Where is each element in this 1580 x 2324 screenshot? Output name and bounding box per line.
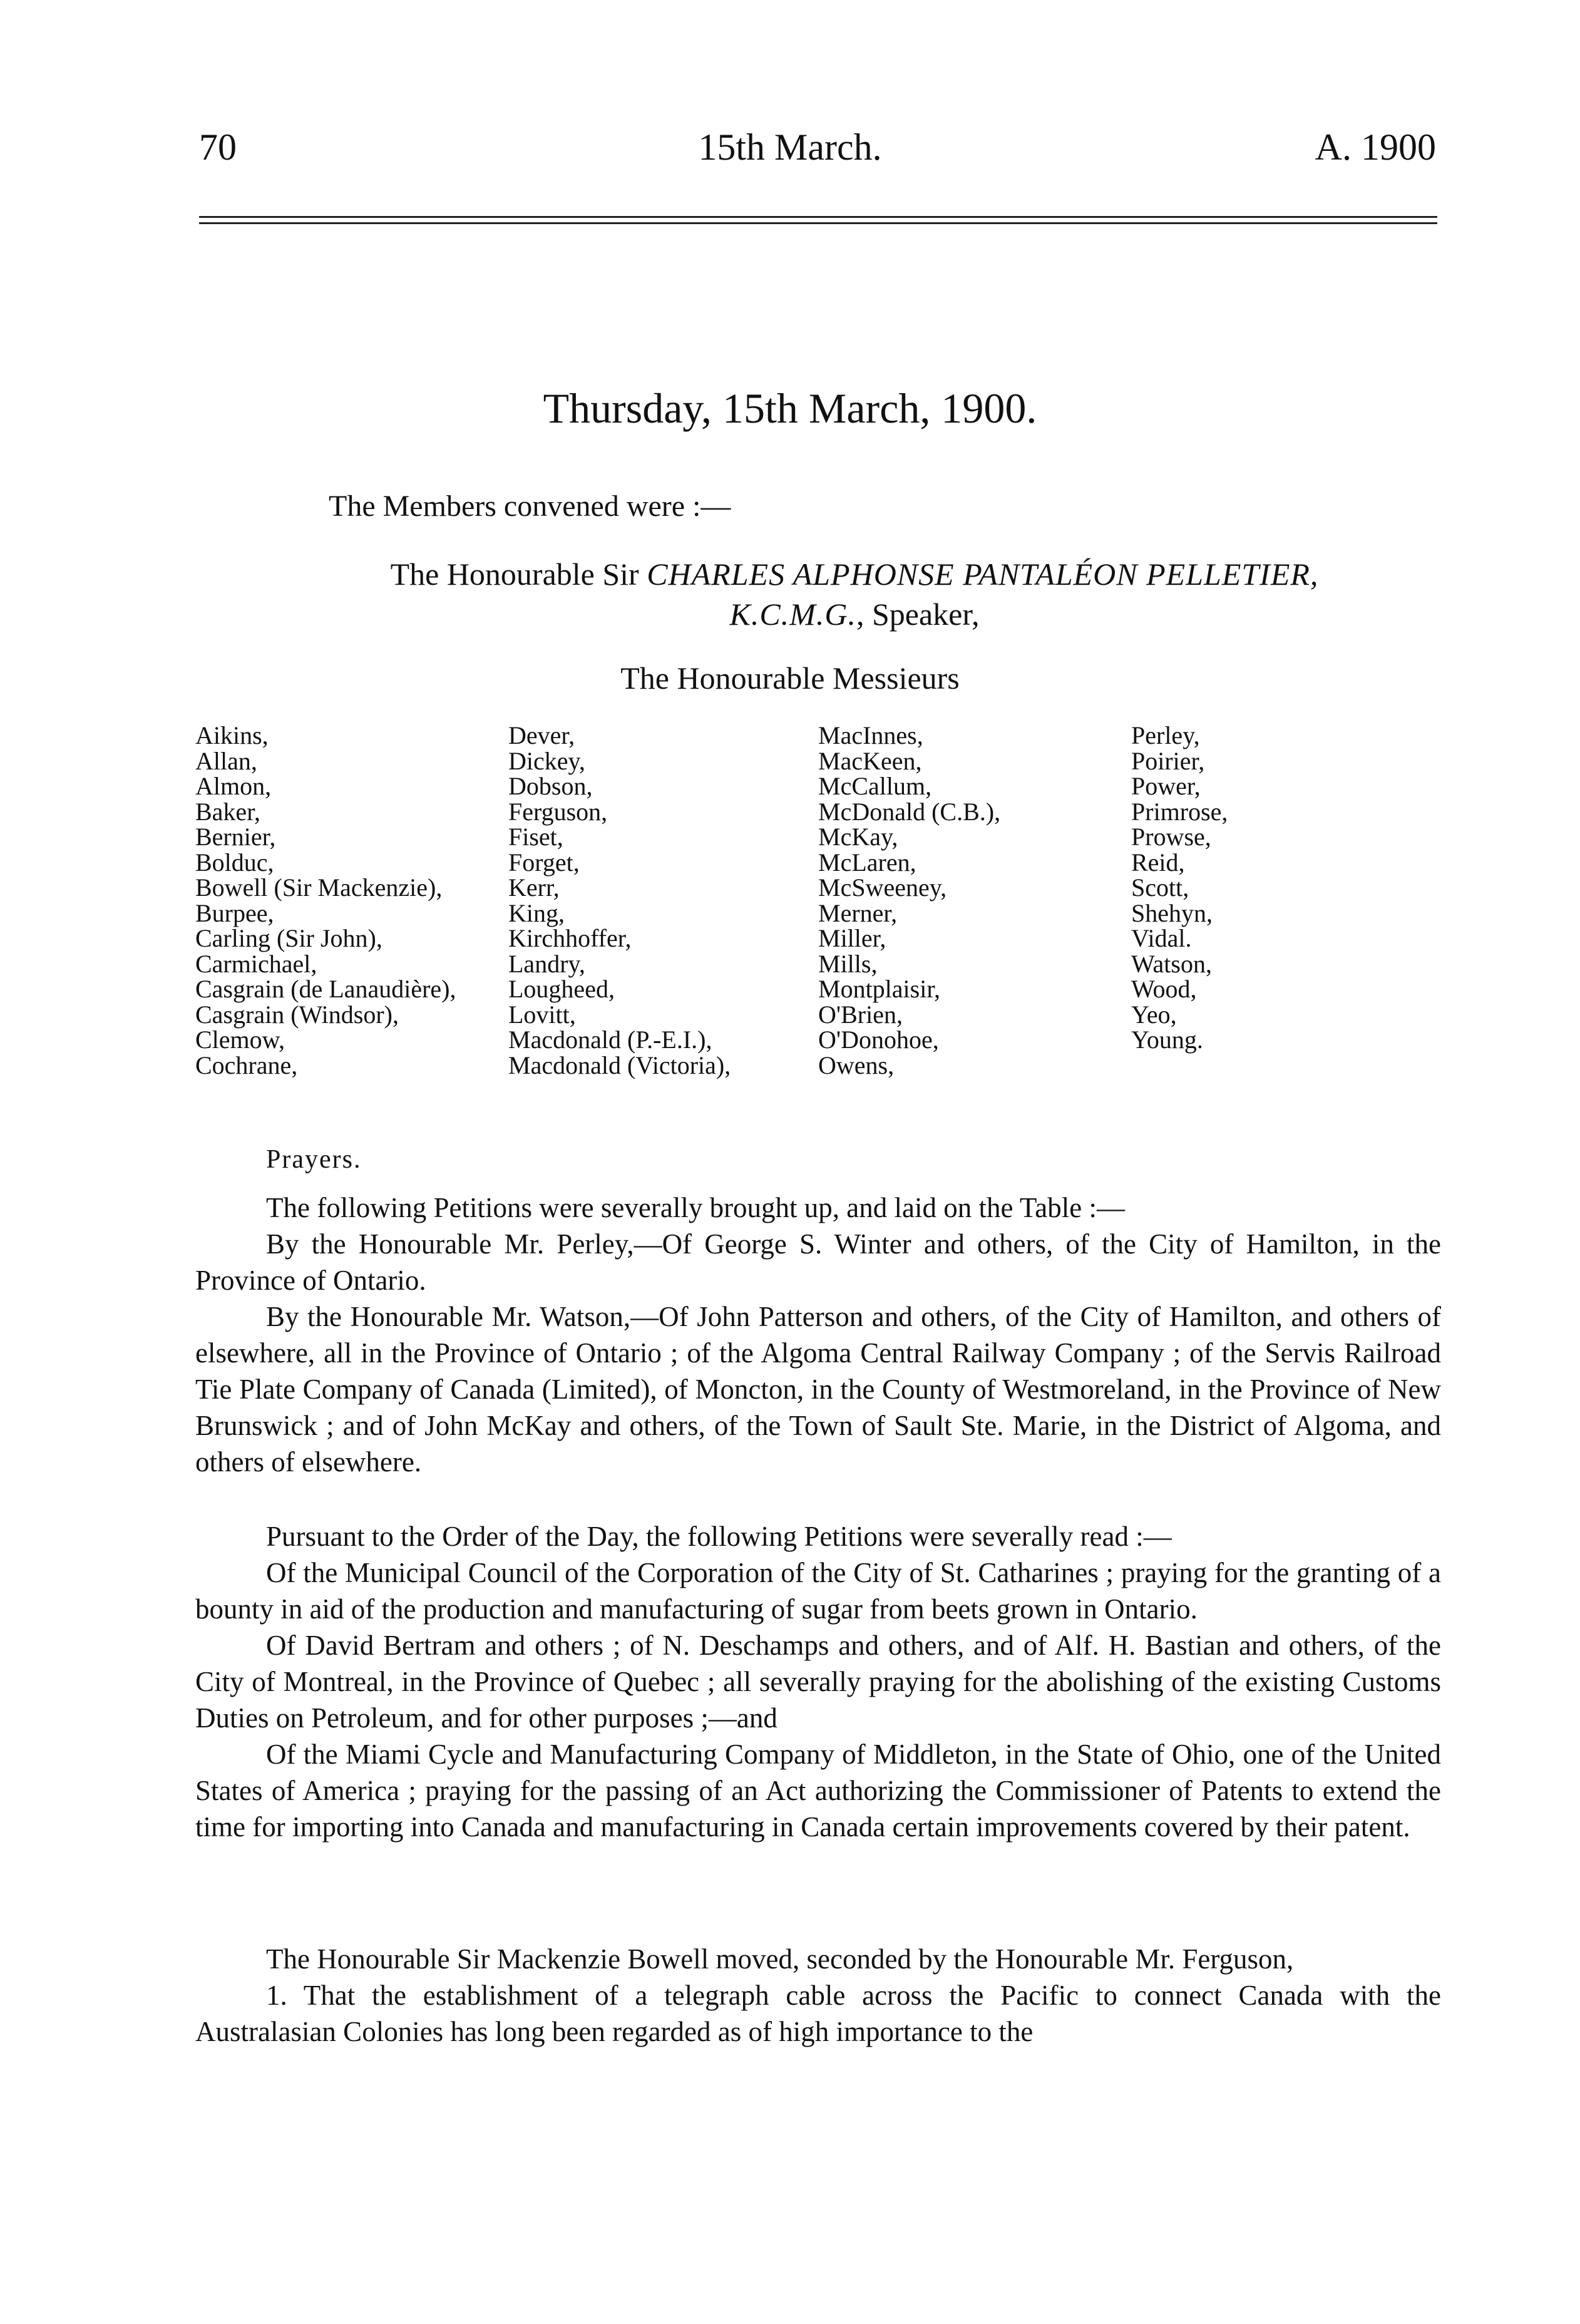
member-name: Dobson, [508,772,593,800]
member-name: Young. [1131,1026,1203,1054]
member-name: Mills, [818,949,878,978]
member-name: Dever, [508,721,575,749]
member-name: Bernier, [195,823,276,851]
member-name: Perley, [1131,721,1200,749]
member-name: Owens, [818,1051,895,1079]
prayers-heading: Prayers. [266,1145,362,1174]
members-list [195,723,1447,1111]
member-name: Burpee, [195,898,274,927]
member-name: Lovitt, [508,1000,576,1029]
member-name: Primrose, [1131,797,1228,826]
member-name: McCallum, [818,772,932,800]
running-header-date: 15th March. [698,126,882,168]
member-name: Almon, [195,772,272,800]
member-name: Reid, [1131,848,1185,877]
paragraph: Of the Municipal Council of the Corporation of the City of St. Catharines ; praying for the granting of a bounty in aid of the production and manufacturing of sugar from beets grown in Ontario. [195,1557,1441,1625]
member-name: Merner, [818,898,898,927]
members-column-2 [508,723,731,1078]
member-name: Montplaisir, [818,975,941,1003]
member-name: Clemow, [195,1026,285,1054]
member-name: Miller, [818,924,886,952]
member-name: Yeo, [1131,1000,1177,1029]
member-name: Watson, [1131,949,1212,978]
member-name: Bowell (Sir Mackenzie), [195,873,443,902]
members-convened-line: The Members convened were :— [329,490,731,523]
paragraph: The following Petitions were severally brought up, and laid on the Table :— [266,1192,1125,1223]
member-name: Carling (Sir John), [195,924,382,952]
member-name: Macdonald (P.-E.I.), [508,1026,712,1054]
member-name: Wood, [1131,975,1197,1003]
member-name: Aikins, [195,721,269,749]
member-name: Ferguson, [508,797,608,826]
paragraph: The Honourable Sir Mackenzie Bowell moved, seconded by the Honourable Mr. Ferguson, [266,1943,1294,1975]
paragraph: 1. That the establishment of a telegraph cable across the Pacific to connect Canada with the Australasian Colonies has long been regarded as of high importance to the [195,1980,1441,2047]
speaker-prefix: The Honourable Sir [390,557,639,592]
members-column-1 [195,723,456,1078]
running-header-year: A. 1900 [1315,126,1436,168]
member-name: MacKeen, [818,746,922,775]
members-column-4 [1131,723,1228,1053]
member-name: Forget, [508,848,580,877]
messieurs-heading: The Honourable Messieurs [620,661,960,696]
member-name: McKay, [818,823,898,851]
member-name: Landry, [508,949,585,978]
member-name: Vidal. [1131,924,1192,952]
member-name: McSweeney, [818,873,947,902]
member-name: Power, [1131,772,1201,800]
paragraph: By the Honourable Mr. Perley,—Of George S. Winter and others, of the City of Hamilton, in the Province of Ontario. [195,1228,1441,1296]
member-name: Prowse, [1131,823,1211,851]
speaker-name: CHARLES ALPHONSE PANTALÉON PELLETIER, [647,557,1319,592]
member-name: Cochrane, [195,1051,298,1079]
member-name: McLaren, [818,848,916,877]
header-rule-bottom [199,222,1437,224]
member-name: O'Donohoe, [818,1026,939,1054]
paragraph: Pursuant to the Order of the Day, the following Petitions were severally read :— [266,1521,1172,1552]
member-name: MacInnes, [818,721,923,749]
member-name: Kirchhoffer, [508,924,632,952]
petitions-read-section [195,1518,1441,1845]
page-number: 70 [199,126,237,168]
member-name: Bolduc, [195,848,274,877]
member-name: Dickey, [508,746,585,775]
speaker-block [244,554,1465,634]
member-name: Poirier, [1131,746,1205,775]
paragraph: Of the Miami Cycle and Manufacturing Company of Middleton, in the State of Ohio, one of the United States of America ; praying for the passing of an Act authorizing the Commissioner of Patents to extend the time for importing into Canada and manufacturing in Canada certain improvements covered by their patent. [195,1739,1441,1843]
member-name: Fiset, [508,823,563,851]
speaker-role: , Speaker, [856,597,980,632]
member-name: Carmichael, [195,949,317,978]
member-name: King, [508,898,565,927]
members-column-3 [818,723,1000,1078]
speaker-honours: K.C.M.G. [729,597,856,632]
member-name: Scott, [1131,873,1189,902]
motion-section [195,1941,1441,2050]
member-name: Baker, [195,797,260,826]
member-name: Casgrain (de Lanaudière), [195,975,456,1003]
member-name: Lougheed, [508,975,615,1003]
member-name: Shehyn, [1131,898,1213,927]
member-name: Kerr, [508,873,560,902]
paragraph: Of David Bertram and others ; of N. Deschamps and others, and of Alf. H. Bastian and others, of the City of Montreal, in the Province of Quebec ; all severally praying for the abolishing of the existing Customs Duties on Petroleum, and for other purposes ;—and [195,1630,1441,1734]
member-name: McDonald (C.B.), [818,797,1001,826]
petitions-presented-section [195,1190,1441,1480]
member-name: Allan, [195,746,257,775]
member-name: Macdonald (Victoria), [508,1051,731,1079]
header-rule-top [199,216,1437,218]
member-name: Casgrain (Windsor), [195,1000,399,1029]
sitting-date-heading: Thursday, 15th March, 1900. [543,384,1037,432]
member-name: O'Brien, [818,1000,903,1029]
paragraph: By the Honourable Mr. Watson,—Of John Patterson and others, of the City of Hamilton, and others of elsewhere, all in the Province of Ontario ; of the Algoma Central Railway Company ; of the Servis Railroad Tie Plate Company of Canada (Limited), of Moncton, in the County of Westmoreland, in the Province of New Brunswick ; and of John McKay and others, of the Town of Sault Ste. Marie, in the District of Algoma, and others of elsewhere. [195,1301,1441,1478]
